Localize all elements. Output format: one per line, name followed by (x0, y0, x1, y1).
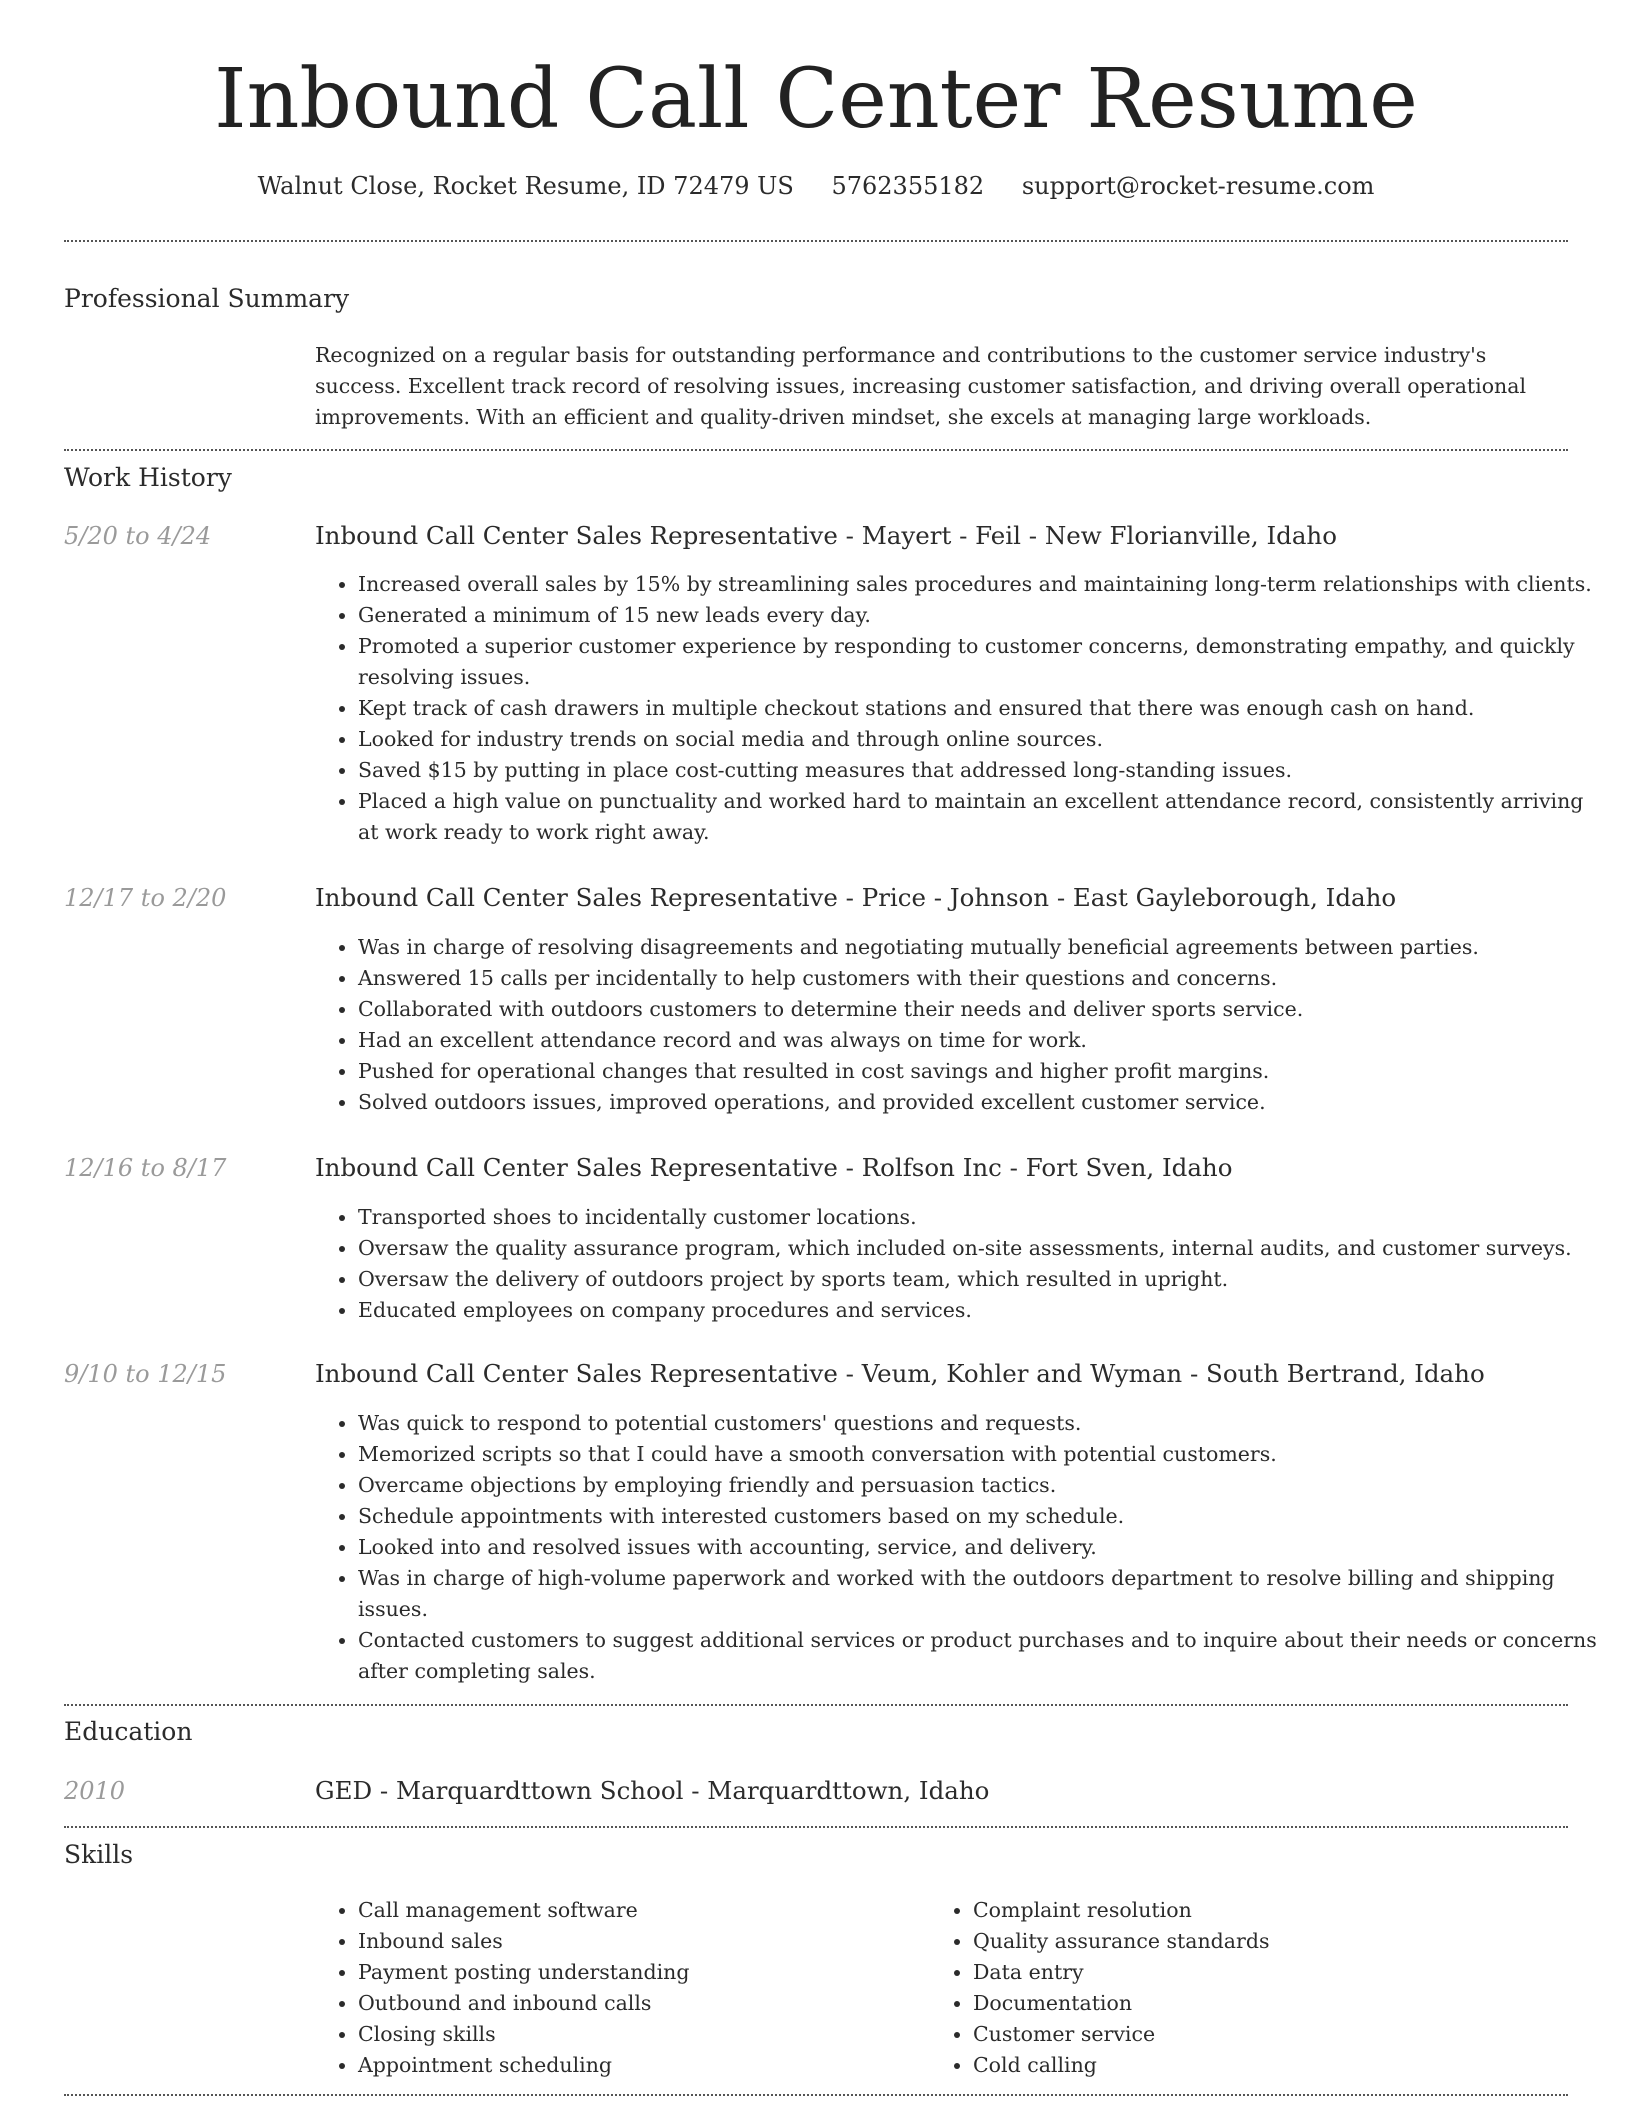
section-title-skills: Skills (64, 1840, 134, 1869)
list-item: • Pushed for operational changes that resulted in cost savings and higher profit margins. (358, 1056, 1608, 1087)
contact-phone: 5762355182 (831, 172, 985, 200)
list-item: • Collaborated with outdoors customers to determine their needs and deliver sports service. (358, 994, 1608, 1025)
job-title: Inbound Call Center Sales Representative - Mayert - Feil - New Florianville, Idaho (315, 521, 1337, 550)
job-bullets (315, 569, 1608, 848)
list-item: • Was in charge of high-volume paperwork and worked with the outdoors department to resolve billing and shipping issues. (358, 1563, 1608, 1625)
list-item: • Quality assurance standards (973, 1926, 1632, 1957)
list-item: • Promoted a superior customer experience by responding to customer concerns, demonstrating empathy, and quickly resolving issues. (358, 631, 1608, 693)
summary-text: Recognized on a regular basis for outstanding performance and contributions to the customer service industry's success. Excellent track record of resolving issues, increasing customer satisfaction, and driving overall operational improvements. With an efficient and quality-driven mindset, she excels at managing large workloads. (315, 343, 1527, 429)
divider (64, 1704, 1568, 1706)
job-title: Inbound Call Center Sales Representative - Price - Johnson - East Gayleborough, Idaho (315, 883, 1397, 912)
job-bullets (315, 932, 1608, 1118)
job-title: Inbound Call Center Sales Representative - Veum, Kohler and Wyman - South Bertrand, Idaho (315, 1359, 1485, 1388)
job-bullets (315, 1202, 1608, 1326)
list-item: • Looked into and resolved issues with accounting, service, and delivery. (358, 1532, 1608, 1563)
list-item: • Cold calling (973, 2050, 1632, 2081)
list-item: • Oversaw the delivery of outdoors project by sports team, which resulted in upright. (358, 1264, 1608, 1295)
list-item: • Was quick to respond to potential customers' questions and requests. (358, 1408, 1608, 1439)
section-title-education: Education (64, 1717, 193, 1746)
list-item: • Data entry (973, 1957, 1632, 1988)
divider (64, 1826, 1568, 1828)
list-item: • Increased overall sales by 15% by streamlining sales procedures and maintaining long-term relationships with clients. (358, 569, 1608, 600)
section-title-work-history: Work History (64, 463, 232, 492)
list-item: • Had an excellent attendance record and was always on time for work. (358, 1025, 1608, 1056)
education-title: GED - Marquardttown School - Marquardttown, Idaho (315, 1776, 990, 1805)
list-item: • Was in charge of resolving disagreements and negotiating mutually beneficial agreements between parties. (358, 932, 1608, 963)
list-item: • Overcame objections by employing friendly and persuasion tactics. (358, 1470, 1608, 1501)
section-title-summary: Professional Summary (64, 284, 350, 313)
list-item: • Generated a minimum of 15 new leads every day. (358, 600, 1608, 631)
list-item: • Transported shoes to incidentally customer locations. (358, 1202, 1608, 1233)
list-item: • Educated employees on company procedures and services. (358, 1295, 1608, 1326)
list-item: • Appointment scheduling (358, 2050, 1608, 2081)
list-item: • Customer service (973, 2019, 1632, 2050)
education-dates: 2010 (64, 1777, 126, 1805)
contact-email: support@rocket-resume.com (1021, 172, 1375, 200)
list-item: • Call management software (358, 1895, 1608, 1926)
job-dates: 9/10 to 12/15 (64, 1360, 227, 1388)
list-item: • Answered 15 calls per incidentally to help customers with their questions and concerns. (358, 963, 1608, 994)
contact-info (0, 170, 1632, 202)
list-item: • Closing skills (358, 2019, 1608, 2050)
job-title: Inbound Call Center Sales Representative - Rolfson Inc - Fort Sven, Idaho (315, 1153, 1233, 1182)
list-item: • Looked for industry trends on social media and through online sources. (358, 724, 1608, 755)
divider (64, 449, 1568, 451)
job-bullets (315, 1408, 1608, 1687)
list-item: • Saved $15 by putting in place cost-cutting measures that addressed long-standing issues. (358, 755, 1608, 786)
list-item: • Kept track of cash drawers in multiple checkout stations and ensured that there was enough cash on hand. (358, 693, 1608, 724)
divider (64, 240, 1568, 242)
list-item: • Payment posting understanding (358, 1957, 1608, 1988)
list-item: • Contacted customers to suggest additional services or product purchases and to inquire about their needs or concerns after completing sales. (358, 1625, 1608, 1687)
list-item: • Complaint resolution (973, 1895, 1632, 1926)
list-item: • Solved outdoors issues, improved operations, and provided excellent customer service. (358, 1087, 1608, 1118)
divider (64, 2094, 1568, 2096)
list-item: • Oversaw the quality assurance program, which included on-site assessments, internal audits, and customer surveys. (358, 1233, 1608, 1264)
list-item: • Memorized scripts so that I could have a smooth conversation with potential customers. (358, 1439, 1608, 1470)
list-item: • Documentation (973, 1988, 1632, 2019)
job-dates: 12/17 to 2/20 (64, 884, 227, 912)
list-item: • Placed a high value on punctuality and worked hard to maintain an excellent attendance record, consistently arriving at work ready to work right away. (358, 786, 1608, 848)
skills-list-right (930, 1895, 1632, 2081)
job-dates: 5/20 to 4/24 (64, 522, 212, 550)
list-item: • Outbound and inbound calls (358, 1988, 1608, 2019)
list-item: • Schedule appointments with interested customers based on my schedule. (358, 1501, 1608, 1532)
list-item: • Inbound sales (358, 1926, 1608, 1957)
contact-address: Walnut Close, Rocket Resume, ID 72479 US (257, 172, 794, 200)
resume-title: Inbound Call Center Resume (214, 52, 1418, 147)
job-dates: 12/16 to 8/17 (64, 1154, 227, 1182)
